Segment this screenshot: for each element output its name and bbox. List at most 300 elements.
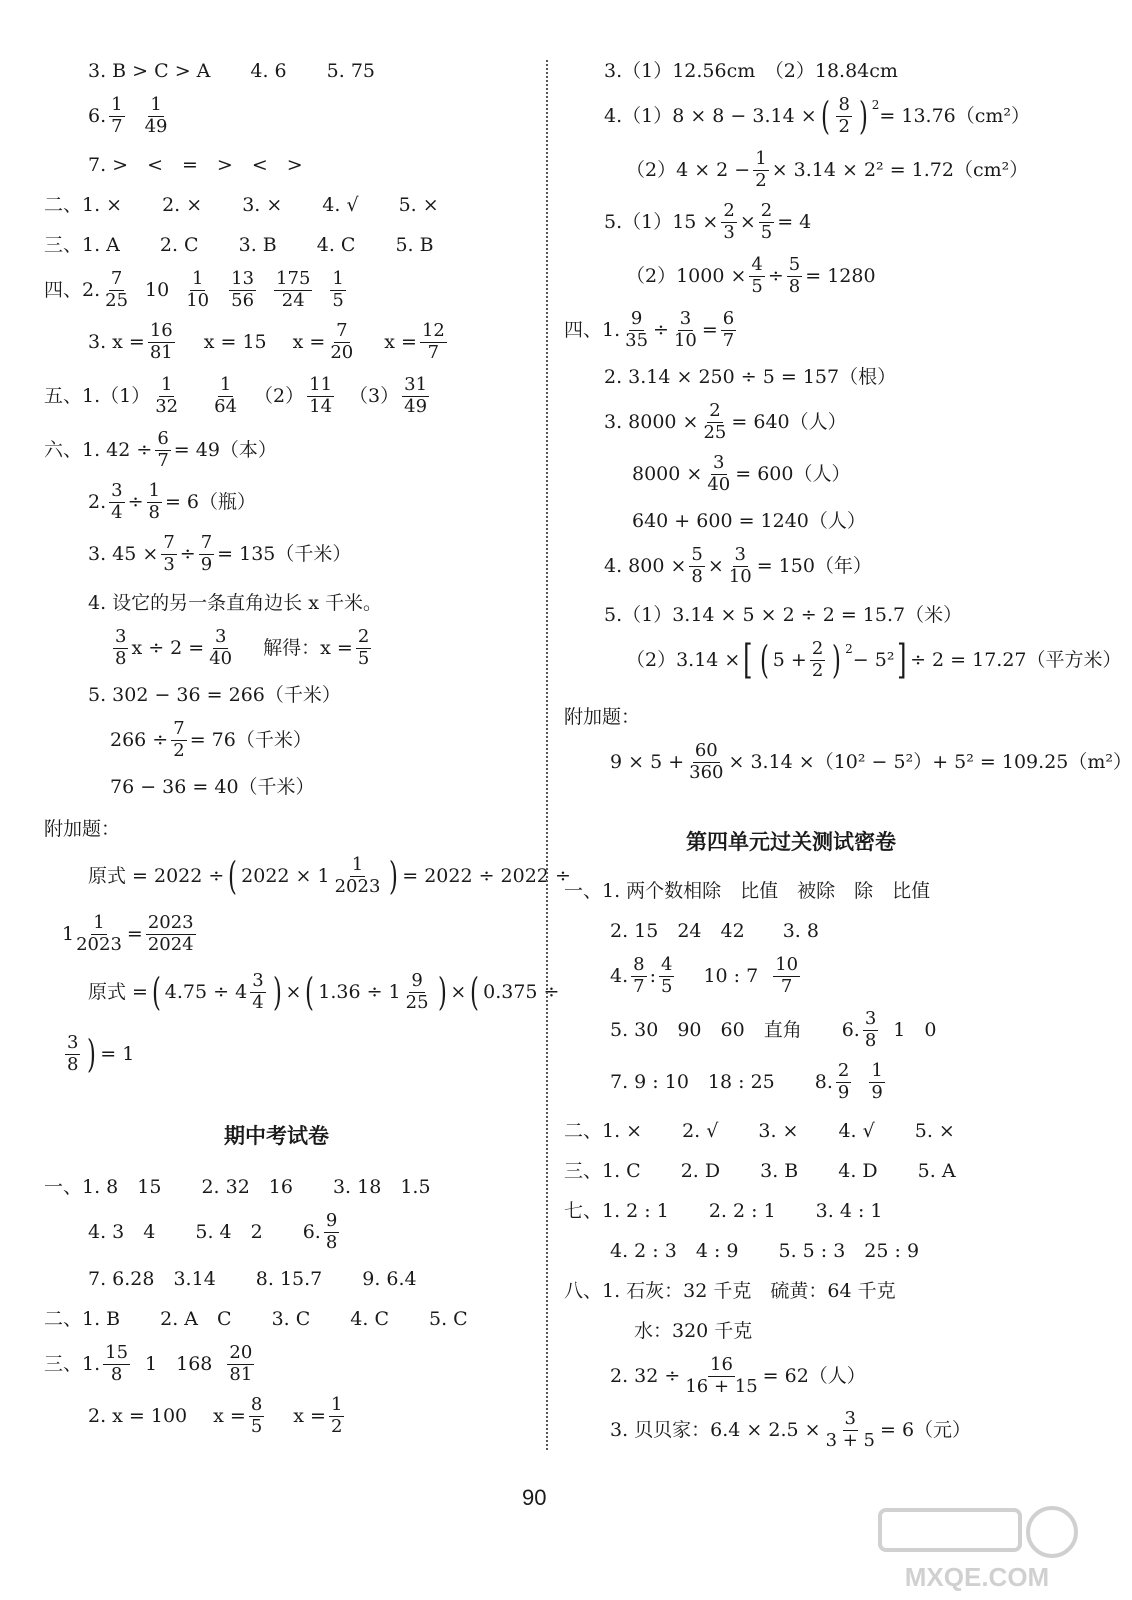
fraction [184, 270, 211, 311]
answer-line [610, 1010, 936, 1051]
answer-text: = 1280 [805, 264, 876, 287]
numerator: 1 [160, 374, 173, 395]
answer-text: 3. B > C > A [88, 60, 211, 82]
answer-line [44, 196, 439, 215]
answer-line [610, 1410, 971, 1451]
answer-line [110, 778, 315, 797]
watermark-logo [872, 1494, 1082, 1594]
fraction [250, 972, 265, 1013]
answer-text: 2022 × 1 [241, 864, 330, 887]
answer-text: × 3.14 ×（10² − 5²）+ 5² = 109.25（m²） [728, 750, 1132, 773]
answer-text: 9 × 5 + [610, 750, 685, 773]
fraction [109, 96, 124, 137]
answer-text: 10 [145, 278, 170, 301]
numerator: 5 [788, 254, 801, 275]
numerator: 1 [330, 1394, 343, 1415]
denominator: 5 [760, 221, 773, 243]
numerator: 1 [219, 374, 232, 395]
numerator: 4 [751, 254, 763, 275]
answer-text: = 6（元） [880, 1418, 972, 1441]
watermark-text: MXQE.COM [904, 1562, 1050, 1592]
answer-text: x = 15 [203, 330, 267, 353]
answer-label: 2. [88, 490, 107, 513]
answer-text: 4. 设它的另一条直角边长 x 千米。 [88, 592, 382, 614]
fraction [420, 322, 447, 363]
answer-text: 4. C [316, 234, 356, 256]
numerator: 3 [844, 1408, 856, 1429]
answer-text: 4. √ [838, 1120, 875, 1142]
numerator: 3 [67, 1032, 79, 1053]
numerator: 2023 [147, 912, 194, 933]
answer-label: 四、2. [44, 278, 101, 301]
denominator: 56 [231, 289, 255, 311]
answer-text: × [450, 980, 467, 1003]
answer-line [634, 1322, 752, 1341]
answer-text: = 13.76（cm²） [879, 104, 1031, 127]
fraction [727, 546, 754, 587]
numerator: 3 [679, 308, 692, 329]
numerator: 8 [250, 1394, 263, 1415]
denominator: 7 [780, 975, 793, 997]
answer-text: = [126, 922, 143, 945]
fraction [161, 534, 176, 575]
answer-text: 3. 4 : 1 [815, 1200, 883, 1222]
fraction [249, 1396, 264, 1437]
numerator: 7 [110, 268, 123, 289]
denominator: 40 [209, 647, 233, 669]
denominator: 2024 [147, 933, 194, 955]
numerator: 2 [723, 200, 735, 221]
fraction [155, 430, 170, 471]
fraction [705, 454, 732, 495]
answer-line [62, 1034, 134, 1075]
answer-line [564, 1282, 896, 1301]
fraction [328, 322, 355, 363]
fraction [753, 150, 768, 191]
answer-text: = 2022 ÷ 2022 ÷ [402, 864, 571, 887]
answer-text: 76 − 36 = 40（千米） [110, 776, 315, 798]
answer-line [610, 1242, 919, 1261]
numerator: 2 [357, 626, 370, 647]
answer-text: （2） [254, 384, 305, 407]
answer-text: 2. 32 16 [201, 1176, 293, 1198]
numerator: 3 [252, 970, 264, 991]
denominator: 25 [105, 289, 129, 311]
answer-line [632, 454, 850, 495]
answer-line [564, 1122, 955, 1141]
denominator: 4 [252, 991, 264, 1013]
answer-text: 5. 5 : 3 25 : 9 [778, 1240, 920, 1262]
answer-text: 3.（1）12.56cm （2）18.84cm [604, 60, 898, 82]
answer-line [604, 546, 872, 587]
numerator: 1 [332, 268, 344, 289]
answer-line [44, 1178, 431, 1197]
numerator: 16 [149, 320, 173, 341]
answer-line [88, 534, 351, 575]
denominator: 7 [427, 341, 440, 363]
answer-text: 4.75 ÷ 4 [164, 980, 248, 1003]
denominator: 10 [186, 289, 210, 311]
answer-line [610, 1356, 866, 1397]
fraction [689, 546, 704, 587]
denominator: 3 + 5 [825, 1429, 875, 1451]
fraction [333, 856, 383, 897]
denominator: 64 [214, 395, 238, 417]
fraction [687, 742, 725, 783]
denominator: 8 [67, 1053, 79, 1075]
answer-text: ÷ 2 = 17.27（平方米） [910, 648, 1122, 671]
answer-line [610, 742, 1132, 783]
fraction [810, 640, 825, 681]
denominator: 32 [155, 395, 179, 417]
answer-line [604, 368, 896, 387]
answer-text: 3. B [238, 234, 277, 256]
numerator: 2 [811, 638, 824, 659]
answer-line [88, 62, 375, 81]
fraction [307, 376, 334, 417]
answer-text: 2. 3.14 × 250 ÷ 5 = 157（根） [604, 366, 897, 388]
denominator: 16 + 15 [685, 1375, 758, 1397]
answer-line [88, 686, 341, 705]
answer-text: 二、1. B [44, 1308, 121, 1330]
answer-text: = [701, 318, 718, 341]
answer-text: 2. 2 : 1 [708, 1200, 776, 1222]
answer-label: 6. [88, 104, 107, 127]
numerator: 31 [404, 374, 428, 395]
answer-text: ÷ [653, 318, 669, 341]
answer-line [626, 256, 876, 297]
right-paren: ) [437, 970, 447, 1015]
numerator: 1 [93, 912, 105, 933]
answer-text: 5. A [917, 1160, 956, 1182]
answer-line [632, 512, 866, 531]
answer-line [610, 956, 803, 997]
answer-text: 5. B [395, 234, 434, 256]
left-bracket: [ [743, 637, 753, 684]
answer-line [626, 637, 1122, 684]
denominator: 4 [111, 501, 123, 523]
answer-line [564, 1202, 882, 1221]
answer-text: 2. 15 24 42 3. 8 [610, 920, 819, 942]
answer-line [88, 972, 559, 1013]
answer-text: 4.（1）8 × 8 − 3.14 × [604, 104, 817, 127]
denominator: 7 [633, 975, 645, 997]
answer-text: 2. x = 100 [88, 1404, 188, 1427]
denominator: 81 [149, 341, 173, 363]
denominator: 49 [144, 115, 168, 137]
numerator: 20 [229, 1342, 253, 1363]
denominator: 5 [751, 275, 763, 297]
left-paren: ( [759, 638, 769, 683]
answer-text: （3） [349, 384, 400, 407]
answer-line [110, 720, 312, 761]
answer-text: 5. 30 90 60 直角 [610, 1018, 802, 1041]
answer-label: 4. [610, 964, 629, 987]
fraction [330, 270, 345, 311]
answer-line [44, 1344, 257, 1385]
answer-text: 1 0 [893, 1018, 937, 1041]
answer-text: 7. 6.28 3.14 [88, 1268, 216, 1290]
answer-text: 5. 4 2 [195, 1220, 263, 1243]
answer-line [88, 156, 303, 175]
answer-text: 5 + [772, 648, 807, 671]
denominator: 3 [723, 221, 735, 243]
numerator: 1 [871, 1060, 883, 1081]
fraction [787, 256, 802, 297]
answer-text: 5. 302 − 36 = 266（千米） [88, 684, 341, 706]
denominator: 8 [864, 1029, 877, 1051]
bonus-label: 附加题： [44, 818, 121, 840]
answer-text: 1.36 ÷ 1 [318, 980, 401, 1003]
denominator: 14 [309, 395, 333, 417]
fraction [402, 376, 429, 417]
numerator: 3 [734, 544, 746, 565]
numerator: 6 [157, 428, 169, 449]
fraction [836, 1062, 851, 1103]
denominator: 25 [405, 991, 429, 1013]
denominator: 9 [837, 1081, 850, 1103]
denominator: 7 [722, 329, 735, 351]
answer-text: 3. 8000 × [604, 410, 699, 433]
numerator: 3 [713, 452, 725, 473]
denominator: 9 [200, 553, 213, 575]
denominator: 81 [229, 1363, 253, 1385]
answer-line [564, 310, 739, 351]
answer-line [44, 270, 349, 311]
fraction [109, 482, 124, 523]
exponent: 2 [871, 98, 880, 113]
numerator: 6 [722, 308, 735, 329]
denominator: 9 [871, 1081, 883, 1103]
numerator: 12 [421, 320, 445, 341]
fraction [147, 482, 162, 523]
fraction [773, 956, 800, 997]
answer-text: × [707, 554, 724, 577]
answer-line [610, 1062, 888, 1103]
answer-text: = 49（本） [173, 438, 277, 461]
answer-line [88, 1270, 417, 1289]
answer-text: = 4 [777, 210, 812, 233]
numerator: 2 [837, 1060, 850, 1081]
answer-line [88, 482, 256, 523]
answer-text: 2. 32 ÷ [610, 1364, 681, 1387]
answer-text: 3. × [758, 1120, 799, 1142]
answer-line [610, 922, 819, 941]
answer-text: = 62（人） [762, 1364, 866, 1387]
answer-text: 2. × [162, 194, 203, 216]
fraction [146, 914, 196, 955]
answer-line [604, 202, 811, 243]
answer-text: 5.（1）15 × [604, 210, 719, 233]
answer-text: = 640（人） [731, 410, 847, 433]
denominator: 5 [661, 975, 673, 997]
answer-text: （2）1000 × [626, 264, 747, 287]
numerator: 15 [105, 1342, 129, 1363]
answer-text: 3. 贝贝家：6.4 × 2.5 × [610, 1418, 821, 1441]
answer-text: = 76（千米） [189, 728, 312, 751]
denominator: 24 [281, 289, 305, 311]
fraction [229, 270, 256, 311]
answer-text: 3. C [271, 1308, 311, 1330]
denominator: 2023 [76, 933, 122, 955]
fraction [148, 322, 175, 363]
right-bracket: ] [897, 637, 907, 684]
answer-text: 4. C [350, 1308, 390, 1330]
numerator: 1 [150, 94, 162, 115]
denominator: 8 [325, 1231, 338, 1253]
answer-line [88, 1212, 342, 1253]
answer-text: : [649, 964, 656, 987]
answer-label: 五、1.（1） [44, 384, 151, 407]
answer-text: = 1 [100, 1042, 135, 1065]
denominator: 25 [703, 421, 727, 443]
answer-line [110, 628, 374, 669]
answer-text: 4. 2 : 3 4 : 9 [610, 1240, 739, 1262]
section-heading: 期中考试卷 [224, 1124, 329, 1148]
denominator: 5 [357, 647, 370, 669]
fraction [207, 628, 234, 669]
fraction [749, 256, 764, 297]
fraction [631, 956, 646, 997]
denominator: 49 [404, 395, 428, 417]
answer-text: 3. × [242, 194, 283, 216]
answer-text: 1 168 [145, 1352, 213, 1375]
numerator: 5 [691, 544, 703, 565]
numerator: 9 [325, 1210, 338, 1231]
fraction [227, 1344, 254, 1385]
denominator: 10 [728, 565, 752, 587]
numerator: 9 [411, 970, 423, 991]
answer-text: （2）3.14 × [626, 648, 741, 671]
denominator: 20 [330, 341, 354, 363]
fraction [404, 972, 431, 1013]
left-paren: ( [151, 970, 161, 1015]
section-label [44, 820, 120, 839]
numerator: 2 [760, 200, 773, 221]
answer-text: 一、1. 两个数相除 比值 被除 除 比值 [564, 880, 931, 902]
answer-text: × 3.14 × 2² = 1.72（cm²） [771, 158, 1029, 181]
answer-line [44, 1310, 468, 1329]
answer-text: = 150（年） [756, 554, 872, 577]
right-paren: ) [858, 94, 868, 139]
numerator: 3 [214, 626, 227, 647]
answer-text: 0.375 ÷ [483, 980, 560, 1003]
fraction [103, 270, 130, 311]
answer-line [88, 856, 571, 897]
answer-text: 5. × [398, 194, 439, 216]
answer-line [88, 96, 173, 137]
fraction [199, 534, 214, 575]
answer-text: 6. [302, 1220, 321, 1243]
answer-text: × [285, 980, 302, 1003]
answer-label: 6. [841, 1018, 860, 1041]
answer-text: x = [292, 330, 326, 353]
answer-text: = 135（千米） [217, 542, 352, 565]
numerator: 7 [173, 718, 185, 739]
left-paren: ( [820, 94, 830, 139]
answer-text: 4. 6 [250, 60, 287, 82]
denominator: 2 [173, 739, 185, 761]
answer-text: = 600（人） [735, 462, 851, 485]
fraction [824, 1410, 877, 1451]
fraction [274, 270, 312, 311]
answer-text: ÷ [127, 490, 144, 513]
answer-line [44, 430, 277, 471]
numerator: 1 [111, 94, 123, 115]
fraction [356, 628, 371, 669]
answer-text: 七、1. 2 : 1 [564, 1200, 669, 1222]
denominator: 8 [148, 501, 160, 523]
numerator: 7 [200, 532, 213, 553]
answer-label: 3. x = [88, 330, 145, 353]
answer-label: 四、1. [564, 318, 621, 341]
fraction [836, 96, 851, 137]
denominator: 8 [691, 565, 703, 587]
answer-line [88, 322, 450, 363]
exponent: 2 [845, 642, 853, 657]
answer-label: 三、1. [44, 1352, 101, 1375]
numerator: 2 [709, 400, 721, 421]
answer-text: 2. √ [682, 1120, 719, 1142]
numerator: 3 [864, 1008, 877, 1029]
fraction [324, 1212, 339, 1253]
numerator: 9 [630, 308, 643, 329]
answer-text: 8000 × [632, 462, 703, 485]
fraction [65, 1034, 80, 1075]
denominator: 7 [111, 115, 123, 137]
answer-text: 8. 15.7 [255, 1268, 323, 1290]
right-paren: ) [389, 854, 399, 899]
answer-text: 5.（1）3.14 × 5 × 2 ÷ 2 = 15.7（米） [604, 604, 963, 626]
numerator: 8 [633, 954, 645, 975]
answer-text: 原式 = 2022 ÷ [88, 864, 225, 887]
left-paren: ( [470, 970, 480, 1015]
denominator: 2 [811, 659, 824, 681]
fraction [721, 202, 736, 243]
section-label [564, 708, 640, 727]
numerator: 1 [755, 148, 767, 169]
answer-text: x = [213, 1404, 246, 1427]
answer-text: 7. 9 : 10 18 : 25 [610, 1070, 775, 1093]
left-paren: ( [305, 970, 315, 1015]
numerator: 1 [351, 854, 364, 875]
answer-text: 4. D [838, 1160, 878, 1182]
fraction [659, 956, 674, 997]
fraction [143, 96, 170, 137]
answer-text: 2. A C [160, 1308, 232, 1330]
numerator: 3 [111, 480, 123, 501]
numerator: 10 [775, 954, 799, 975]
fraction [103, 1344, 130, 1385]
denominator: 2 [755, 169, 767, 191]
numerator: 11 [309, 374, 333, 395]
answer-text: 水：320 千克 [634, 1320, 753, 1342]
numerator: 175 [276, 268, 311, 289]
fraction [863, 1010, 878, 1051]
answer-text: ÷ [179, 542, 196, 565]
answer-text: x = [293, 1404, 326, 1427]
fraction [721, 310, 736, 351]
numerator: 60 [694, 740, 718, 761]
fraction [74, 914, 124, 955]
fraction [623, 310, 650, 351]
answer-text: ÷ [767, 264, 784, 287]
answer-text: x ÷ 2 = [131, 636, 205, 659]
answer-text: 3. B [760, 1160, 799, 1182]
bonus-label: 附加题： [564, 706, 641, 728]
answer-text: 原式 = [88, 980, 148, 1003]
answer-text: 3. 18 1.5 [332, 1176, 431, 1198]
